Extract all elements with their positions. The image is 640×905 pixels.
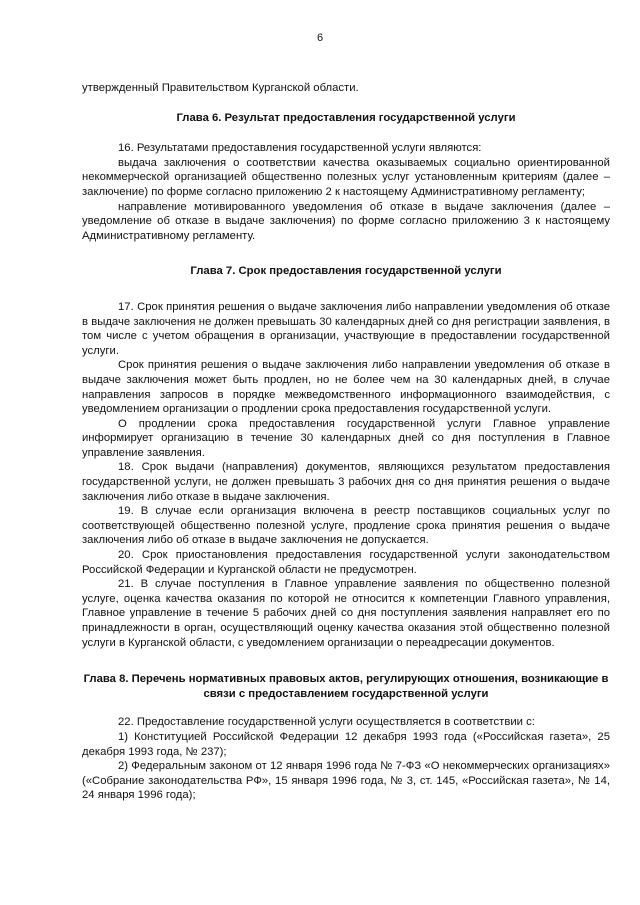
paragraph-17-extension: Срок принятия решения о выдаче заключения либо направлении уведомления об отказе в выдаче заключения может быть продлен, но не более чем на 30 календарных дней, в случае направления запросов в порядке межведомственного информационного взаимодействия, с уведомлением организации о продлении срока предоставления государственной услуги. <box>82 359 610 416</box>
paragraph-22-item-2: 2) Федеральным законом от 12 января 1996 года № 7-ФЗ «О некоммерческих организациях» («Собрание законодательства РФ», 15 января 1996 года, № 3, ст. 145, «Российская газета», № 14, 24 января 1996 года); <box>82 760 610 802</box>
paragraph-18: 18. Срок выдачи (направления) документов, являющихся результатом предоставления государственной услуги, не должен превышать 3 рабочих дня со дня принятия решения о выдаче заключения либо отказе в выдаче заключения. <box>82 461 610 503</box>
paragraph-19: 19. В случае если организация включена в реестр поставщиков социальных услуг по соответствующей общественно полезной услуге, продление срока принятия решения о выдаче заключения либо об отказе в выдаче заключения не допускается. <box>82 505 610 547</box>
paragraph-22: 22. Предоставление государственной услуги осуществляется в соответствии с: <box>118 716 535 729</box>
paragraph-17: 17. Срок принятия решения о выдаче заключения либо направлении уведомления об отказе в выдаче заключения не должен превышать 30 календарных дней со дня регистрации заявления, в том числе с учетом обращения в организации, участвующие в предоставлении государственной услуги. <box>82 300 610 357</box>
chapter-8-heading: Глава 8. Перечень нормативных правовых актов, регулирующих отношения, возникающие в связи с предоставлением государственной услуги <box>83 673 609 700</box>
paragraph-21: 21. В случае поступления в Главное управление заявления по общественно полезной услуге, оценка качества оказания по которой не относится к компетенции Главного управления, Главное управление в течение 5 рабочих дней со дня поступления заявления направляет его по принадлежности в орган, осуществляющий оценку качества оказания этой общественно полезной услуги в Курганской области, с уведомлением организации о переадресации документов. <box>82 578 610 649</box>
page-number: 6 <box>316 32 324 44</box>
paragraph-22-item-1: 1) Конституцией Российской Федерации 12 декабря 1993 года («Российская газета», 25 декабря 1993 года, № 237); <box>82 730 610 758</box>
paragraph-16: 16. Результатами предоставления государственной услуги являются: <box>118 142 482 155</box>
paragraph-17-notice: О продлении срока предоставления государственной услуги Главное управление информирует организацию в течение 30 календарных дней со дня поступления в Главное управление заявления. <box>82 417 610 459</box>
intro-line: утвержденный Правительством Курганской области. <box>82 82 359 94</box>
paragraph-16-item-2: направление мотивированного уведомления об отказе в выдаче заключения (далее – уведомление об отказе в выдаче заключения) по форме согласно приложению 3 к настоящему Административному регламенту. <box>82 200 610 242</box>
chapter-6-heading: Глава 6. Результат предоставления государственной услуги <box>176 111 516 124</box>
document-body <box>82 81 610 803</box>
chapter-7-heading: Глава 7. Срок предоставления государственной услуги <box>190 265 502 278</box>
paragraph-20: 20. Срок приостановления предоставления государственной услуги законодательством Российской Федерации и Курганской области не предусмотрен. <box>82 549 610 576</box>
paragraph-16-item-1: выдача заключения о соответствии качества оказываемых социально ориентированной некоммерческой организацией общественно полезных услуг установленным критериям (далее – заключение) по форме согласно приложению 2 к настоящему Административному регламенту; <box>82 156 610 198</box>
